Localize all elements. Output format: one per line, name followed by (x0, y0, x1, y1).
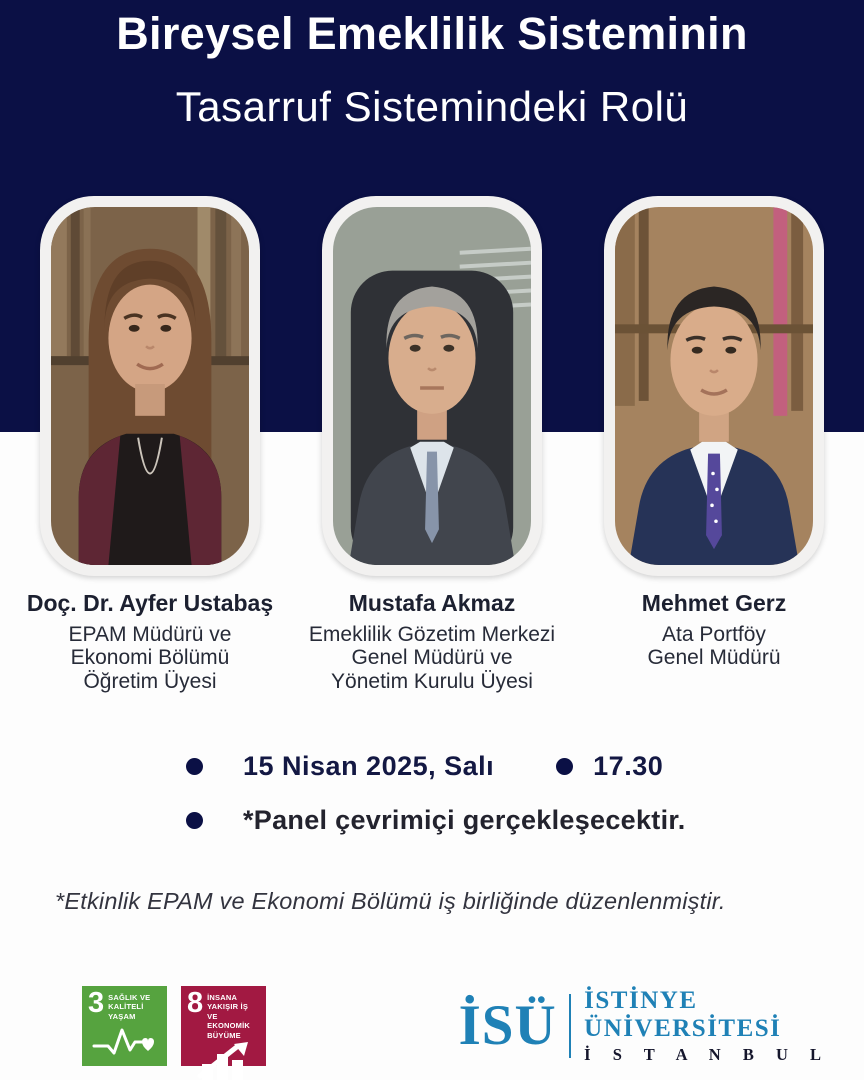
sdg3-label-line-2: KALİTELİ YAŞAM (108, 1002, 144, 1021)
sdg3-header (88, 987, 162, 1021)
university-name-block (584, 987, 830, 1064)
speaker-photo-2 (333, 207, 531, 565)
speaker-role-1-line-3: Öğretim Üyesi (83, 669, 217, 693)
title-line-1: Bireysel Emeklilik Sisteminin (116, 8, 748, 59)
online-note: *Panel çevrimiçi gerçekleşecektir. (243, 805, 686, 836)
speaker-role-3-line-2: Genel Müdürü (647, 646, 781, 670)
university-name-line-1: İSTİNYE (584, 987, 698, 1015)
speaker-card-2 (296, 196, 568, 694)
poster-footer (0, 986, 864, 1066)
sdg8-tile (181, 986, 266, 1066)
sdg8-label-line-2: VE EKONOMİK BÜYÜME (207, 1011, 250, 1040)
event-date: 15 Nisan 2025, Salı (243, 751, 495, 782)
poster-title (0, 0, 864, 130)
sdg3-label (108, 993, 162, 1021)
speaker-role-3-line-1: Ata Portföy (662, 622, 766, 646)
university-abbr: İSÜ (458, 994, 557, 1058)
speaker-card-1 (14, 196, 286, 694)
logo-divider (569, 994, 572, 1058)
sdg8-header (187, 987, 261, 1040)
speaker-photo-frame-3 (604, 196, 824, 576)
sdg3-tile (82, 986, 167, 1066)
speaker-role-1-line-1: EPAM Müdürü ve (68, 622, 232, 646)
sdg3-number: 3 (88, 987, 105, 1019)
date-time-row (186, 751, 864, 782)
title-line-2: Tasarruf Sistemindeki Rolü (175, 82, 689, 130)
heartbeat-heart-icon (88, 1021, 162, 1062)
speaker-name-3: Mehmet Gerz (641, 589, 787, 616)
collaboration-footnote: *Etkinlik EPAM ve Ekonomi Bölümü iş birliğinde düzenlenmiştir. (55, 888, 726, 915)
bullet-icon (186, 758, 203, 775)
speaker-role-1 (68, 623, 231, 694)
woman-portrait-illustration (51, 207, 249, 565)
speaker-role-1-line-2: Ekonomi Bölümü (70, 646, 230, 670)
speaker-photo-frame-1 (40, 196, 260, 576)
online-note-row (186, 805, 864, 836)
speaker-photo-3 (615, 207, 813, 565)
man-portrait-illustration-library (615, 207, 813, 565)
speaker-photo-1 (51, 207, 249, 565)
speaker-name-2: Mustafa Akmaz (348, 589, 516, 616)
speaker-role-2-line-2: Genel Müdürü ve (351, 646, 513, 670)
speaker-role-3 (647, 623, 780, 670)
university-name-line-2: ÜNİVERSİTESİ (584, 1015, 782, 1043)
growth-chart-arrow-icon (187, 1040, 261, 1080)
speaker-role-2-line-1: Emeklilik Gözetim Merkezi (308, 622, 556, 646)
speaker-role-2 (309, 623, 555, 694)
man-portrait-illustration-office (333, 207, 531, 565)
sdg8-number: 8 (187, 987, 204, 1019)
sdg8-label (207, 993, 261, 1040)
sdg3-label-line-1: SAĞLIK VE (108, 993, 151, 1002)
speaker-name-1: Doç. Dr. Ayfer Ustabaş (26, 589, 274, 616)
speaker-role-2-line-3: Yönetim Kurulu Üyesi (331, 669, 533, 693)
sdg-icons (82, 986, 266, 1066)
event-time: 17.30 (593, 751, 664, 782)
speakers-section (0, 196, 864, 694)
speaker-photo-frame-2 (322, 196, 542, 576)
istinye-university-logo (459, 987, 830, 1064)
sdg8-label-line-1: İNSANA YAKIŞIR İŞ (207, 993, 249, 1012)
university-city: İ S T A N B U L (584, 1045, 830, 1065)
bullet-icon (556, 758, 573, 775)
event-details (0, 751, 864, 836)
bullet-icon (186, 812, 203, 829)
speaker-card-3 (578, 196, 850, 694)
